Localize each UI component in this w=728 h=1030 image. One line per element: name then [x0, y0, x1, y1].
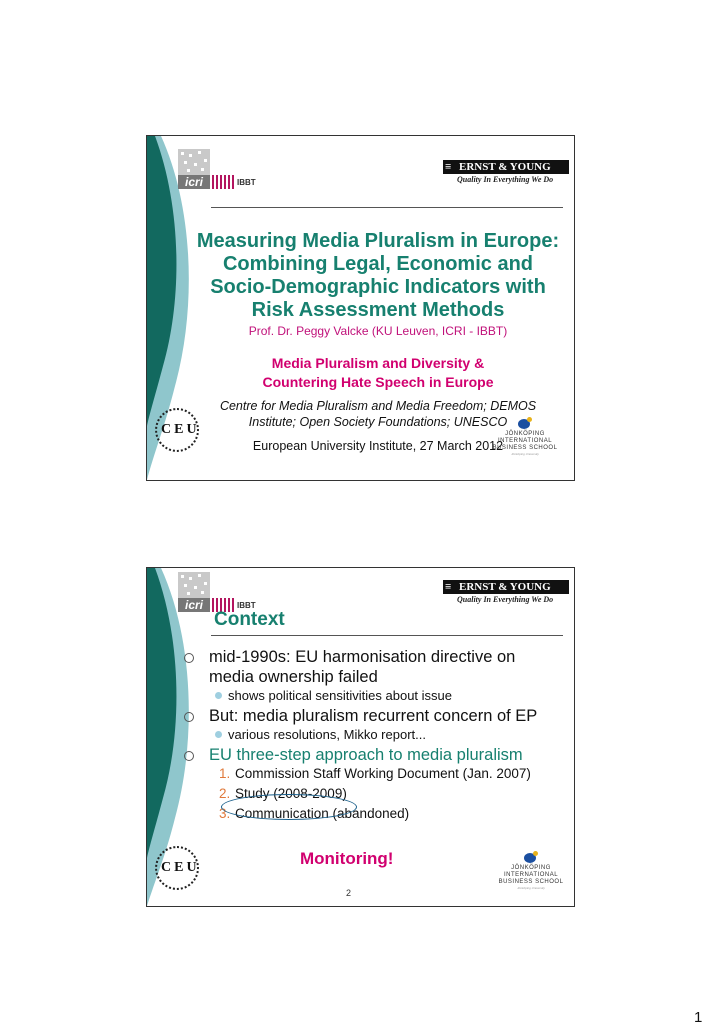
- ey-name: ERNST & YOUNG: [459, 161, 551, 173]
- bullet-three-step: EU three-step approach to media pluralism: [181, 745, 571, 765]
- presentation-title: Measuring Media Pluralism in Europe: Combining Legal, Economic and Socio-Demographic Indicators with Risk Assessment Methods: [196, 230, 560, 321]
- slide-title: Context: [214, 609, 285, 630]
- monitoring-callout: Monitoring!: [300, 849, 394, 868]
- jibs-logo: JÖNKÖPING INTERNATIONAL BUSINESS SCHOOL Jönköping University: [479, 417, 571, 456]
- ibbt-wordmark: IBBT: [237, 178, 256, 187]
- organizers: Centre for Media Pluralism and Media Freedom; DEMOS Institute; Open Society Foundations; UNESCO: [219, 399, 537, 429]
- slide-number: 2: [346, 888, 352, 898]
- ceu-logo: CEU: [161, 422, 200, 438]
- highlight-ellipse: [221, 794, 357, 820]
- title-divider: [211, 635, 563, 636]
- ibbt-wordmark: IBBT: [237, 601, 256, 610]
- page-number: 1: [694, 1009, 703, 1026]
- sub-bullet-resolutions: various resolutions, Mikko report...: [181, 726, 571, 743]
- icri-wordmark: icri: [178, 175, 210, 189]
- event-date: European University Institute, 27 March 2012: [252, 439, 504, 453]
- bullet-harmonisation: mid-1990s: EU harmonisation directive on media ownership failed: [181, 647, 571, 687]
- sub-bullet-sensitivities: shows political sensitivities about issue: [181, 687, 571, 704]
- header-divider: [211, 207, 563, 208]
- author-line: Prof. Dr. Peggy Valcke (KU Leuven, ICRI - IBBT): [248, 324, 508, 338]
- event-title: Media Pluralism and Diversity & Countering Hate Speech in Europe: [262, 355, 494, 390]
- step-item: 1. Commission Staff Working Document (Jan. 2007): [219, 766, 531, 781]
- jibs-logo: JÖNKÖPING INTERNATIONAL BUSINESS SCHOOL Jönköping University: [485, 851, 575, 890]
- ey-tagline: Quality In Everything We Do: [457, 595, 554, 604]
- bullet-ep-concern: But: media pluralism recurrent concern of EP: [181, 706, 571, 726]
- ey-tagline: Quality In Everything We Do: [457, 175, 554, 184]
- step-item: 2. Study (2008-2009): [219, 786, 347, 801]
- slide-2: icri IBBT ≡ ERNST & YOUNG Quality In Everything We Do Context mid-1990s: EU harmonisation directive on media ownership failed shows political sensitivities about issue But: media pluralism recurrent concern of EP various resolutions, Mikko report... EU three-step approach to media pluralism 1. Commission Staff Working Document (Jan. 2007) 2. Study (2008-2009) 3. Communication (abandoned) Monitoring! CEU JÖNKÖPING INTERNATIONAL BUSINESS SCHOOL Jönköping University 2: [146, 567, 575, 907]
- ceu-logo: CEU: [161, 860, 200, 876]
- ey-name: ERNST & YOUNG: [459, 581, 551, 593]
- step-item: 3. Communication (abandoned): [219, 806, 410, 821]
- slide-1: icri IBBT ≡ ERNST & YOUNG Quality In Everything We Do Measuring Media Pluralism in Europe: Combining Legal, Economic and Socio-Demographic Indicators with Risk Assessment Methods Prof. Dr. Peggy Valcke (KU Leuven, ICRI - IBBT) Media Pluralism and Diversity & Countering Hate Speech in Europe Centre for Media Pluralism and Media Freedom; DEMOS Institute; Open Society Foundations; UNESCO European University Institute, 27 March 2012 CEU JÖNKÖPING INTERNATIONAL BUSINESS SCHOOL Jönköping University: [146, 135, 575, 481]
- icri-wordmark: icri: [178, 598, 210, 612]
